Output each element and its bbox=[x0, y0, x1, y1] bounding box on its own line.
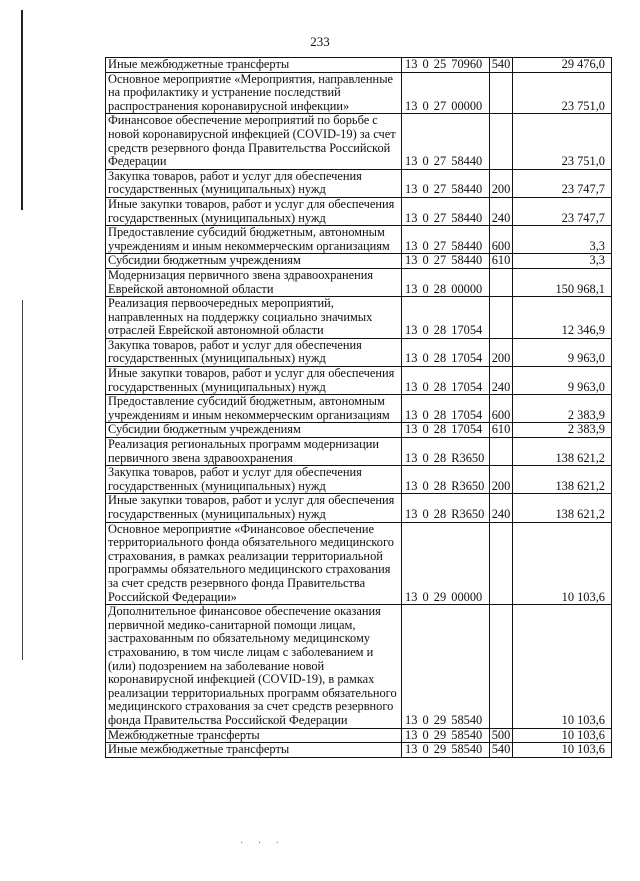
row-vr bbox=[490, 297, 513, 339]
row-amount: 9 963,0 bbox=[513, 338, 612, 366]
row-amount: 3,3 bbox=[513, 226, 612, 254]
row-amount: 12 346,9 bbox=[513, 297, 612, 339]
row-code: 13 0 28 17054 bbox=[402, 338, 490, 366]
row-name: Закупка товаров, работ и услуг для обеспечения государственных (муниципальных) нужд bbox=[106, 169, 402, 197]
table-row bbox=[106, 605, 612, 728]
row-name: Модернизация первичного звена здравоохранения Еврейской автономной области bbox=[106, 268, 402, 296]
row-amount: 138 621,2 bbox=[513, 466, 612, 494]
table-row bbox=[106, 197, 612, 225]
row-code: 13 0 28 17054 bbox=[402, 395, 490, 423]
row-code: 13 0 28 R3650 bbox=[402, 438, 490, 466]
row-amount: 29 476,0 bbox=[513, 58, 612, 73]
row-amount: 2 383,9 bbox=[513, 395, 612, 423]
table-row bbox=[106, 114, 612, 169]
row-vr bbox=[490, 114, 513, 169]
row-name: Предоставление субсидий бюджетным, автономным учреждениям и иным некоммерческим организациям bbox=[106, 226, 402, 254]
table-row bbox=[106, 254, 612, 269]
row-amount: 23 751,0 bbox=[513, 72, 612, 114]
row-code: 13 0 28 R3650 bbox=[402, 494, 490, 522]
row-code: 13 0 28 17054 bbox=[402, 297, 490, 339]
table-row bbox=[106, 494, 612, 522]
row-vr: 200 bbox=[490, 466, 513, 494]
row-amount: 10 103,6 bbox=[513, 743, 612, 758]
row-amount: 10 103,6 bbox=[513, 522, 612, 605]
row-amount: 138 621,2 bbox=[513, 438, 612, 466]
row-amount: 23 747,7 bbox=[513, 197, 612, 225]
row-code: 13 0 29 00000 bbox=[402, 522, 490, 605]
row-name: Предоставление субсидий бюджетным, автономным учреждениям и иным некоммерческим организациям bbox=[106, 395, 402, 423]
row-vr bbox=[490, 605, 513, 728]
row-vr: 540 bbox=[490, 58, 513, 73]
row-vr: 540 bbox=[490, 743, 513, 758]
row-vr: 200 bbox=[490, 338, 513, 366]
row-name: Финансовое обеспечение мероприятий по борьбе с новой коронавирусной инфекцией (COVID-19) за счет средств резервного фонда Правительства Российской Федерации bbox=[106, 114, 402, 169]
row-code: 13 0 28 17054 bbox=[402, 423, 490, 438]
row-amount: 2 383,9 bbox=[513, 423, 612, 438]
row-name: Субсидии бюджетным учреждениям bbox=[106, 423, 402, 438]
row-name: Субсидии бюджетным учреждениям bbox=[106, 254, 402, 269]
row-vr: 610 bbox=[490, 254, 513, 269]
row-name: Основное мероприятие «Мероприятия, направленные на профилактику и устранение последствий распространения коронавирусной инфекции» bbox=[106, 72, 402, 114]
row-amount: 10 103,6 bbox=[513, 605, 612, 728]
scan-noise-marks: · · · bbox=[240, 838, 285, 849]
row-amount: 23 751,0 bbox=[513, 114, 612, 169]
row-name: Реализация региональных программ модернизации первичного звена здравоохранения bbox=[106, 438, 402, 466]
row-vr bbox=[490, 268, 513, 296]
row-code: 13 0 29 58540 bbox=[402, 605, 490, 728]
row-vr: 600 bbox=[490, 395, 513, 423]
table-row bbox=[106, 423, 612, 438]
row-name: Закупка товаров, работ и услуг для обеспечения государственных (муниципальных) нужд bbox=[106, 338, 402, 366]
row-vr bbox=[490, 72, 513, 114]
row-amount: 9 963,0 bbox=[513, 367, 612, 395]
table-row bbox=[106, 466, 612, 494]
row-name: Иные закупки товаров, работ и услуг для обеспечения государственных (муниципальных) нужд bbox=[106, 367, 402, 395]
row-code: 13 0 29 58540 bbox=[402, 743, 490, 758]
row-vr: 500 bbox=[490, 728, 513, 743]
row-amount: 138 621,2 bbox=[513, 494, 612, 522]
row-vr: 200 bbox=[490, 169, 513, 197]
row-vr bbox=[490, 522, 513, 605]
table-row bbox=[106, 522, 612, 605]
row-amount: 150 968,1 bbox=[513, 268, 612, 296]
row-name: Дополнительное финансовое обеспечение оказания первичной медико-санитарной помощи лицам, застрахованным по обязательному медицинскому страхованию, в том числе лицам с заболеванием и (или) подозрением на заболевание новой коронавирусной инфекцией (COVID-19), в рамках реализации территориальных программ обязательного медицинского страхования за счет средств резервного фонда Правительства Российской Федерации bbox=[106, 605, 402, 728]
row-vr: 240 bbox=[490, 494, 513, 522]
table-row bbox=[106, 743, 612, 758]
scan-margin-line bbox=[22, 300, 23, 660]
row-code: 13 0 27 58440 bbox=[402, 114, 490, 169]
row-code: 13 0 28 00000 bbox=[402, 268, 490, 296]
table-row bbox=[106, 169, 612, 197]
row-code: 13 0 25 70960 bbox=[402, 58, 490, 73]
row-amount: 23 747,7 bbox=[513, 169, 612, 197]
row-name: Иные закупки товаров, работ и услуг для обеспечения государственных (муниципальных) нужд bbox=[106, 197, 402, 225]
row-code: 13 0 27 58440 bbox=[402, 226, 490, 254]
row-name: Закупка товаров, работ и услуг для обеспечения государственных (муниципальных) нужд bbox=[106, 466, 402, 494]
row-vr: 240 bbox=[490, 197, 513, 225]
table-row bbox=[106, 268, 612, 296]
row-amount: 3,3 bbox=[513, 254, 612, 269]
page-number: 233 bbox=[310, 34, 330, 49]
row-name: Реализация первоочередных мероприятий, направленных на поддержку социально значимых отраслей Еврейской автономной области bbox=[106, 297, 402, 339]
row-name: Основное мероприятие «Финансовое обеспечение территориального фонда обязательного медицинского страхования, в рамках реализации территориальной программы обязательного медицинского страхования за счет средств резервного фонда Правительства Российской Федерации» bbox=[106, 522, 402, 605]
row-code: 13 0 28 17054 bbox=[402, 367, 490, 395]
row-vr: 610 bbox=[490, 423, 513, 438]
row-vr: 600 bbox=[490, 226, 513, 254]
table-row bbox=[106, 226, 612, 254]
budget-table-body bbox=[106, 58, 612, 758]
table-row bbox=[106, 395, 612, 423]
table-row bbox=[106, 297, 612, 339]
budget-table-container bbox=[105, 57, 606, 758]
row-code: 13 0 29 58540 bbox=[402, 728, 490, 743]
row-vr: 240 bbox=[490, 367, 513, 395]
table-row bbox=[106, 72, 612, 114]
row-code: 13 0 27 00000 bbox=[402, 72, 490, 114]
row-code: 13 0 27 58440 bbox=[402, 254, 490, 269]
row-amount: 10 103,6 bbox=[513, 728, 612, 743]
row-name: Иные межбюджетные трансферты bbox=[106, 58, 402, 73]
table-row bbox=[106, 58, 612, 73]
table-row bbox=[106, 367, 612, 395]
budget-table bbox=[105, 57, 612, 758]
row-name: Иные закупки товаров, работ и услуг для обеспечения государственных (муниципальных) нужд bbox=[106, 494, 402, 522]
row-name: Межбюджетные трансферты bbox=[106, 728, 402, 743]
table-row bbox=[106, 338, 612, 366]
row-code: 13 0 27 58440 bbox=[402, 197, 490, 225]
row-code: 13 0 28 R3650 bbox=[402, 466, 490, 494]
row-vr bbox=[490, 438, 513, 466]
row-name: Иные межбюджетные трансферты bbox=[106, 743, 402, 758]
table-row bbox=[106, 438, 612, 466]
table-row bbox=[106, 728, 612, 743]
row-code: 13 0 27 58440 bbox=[402, 169, 490, 197]
